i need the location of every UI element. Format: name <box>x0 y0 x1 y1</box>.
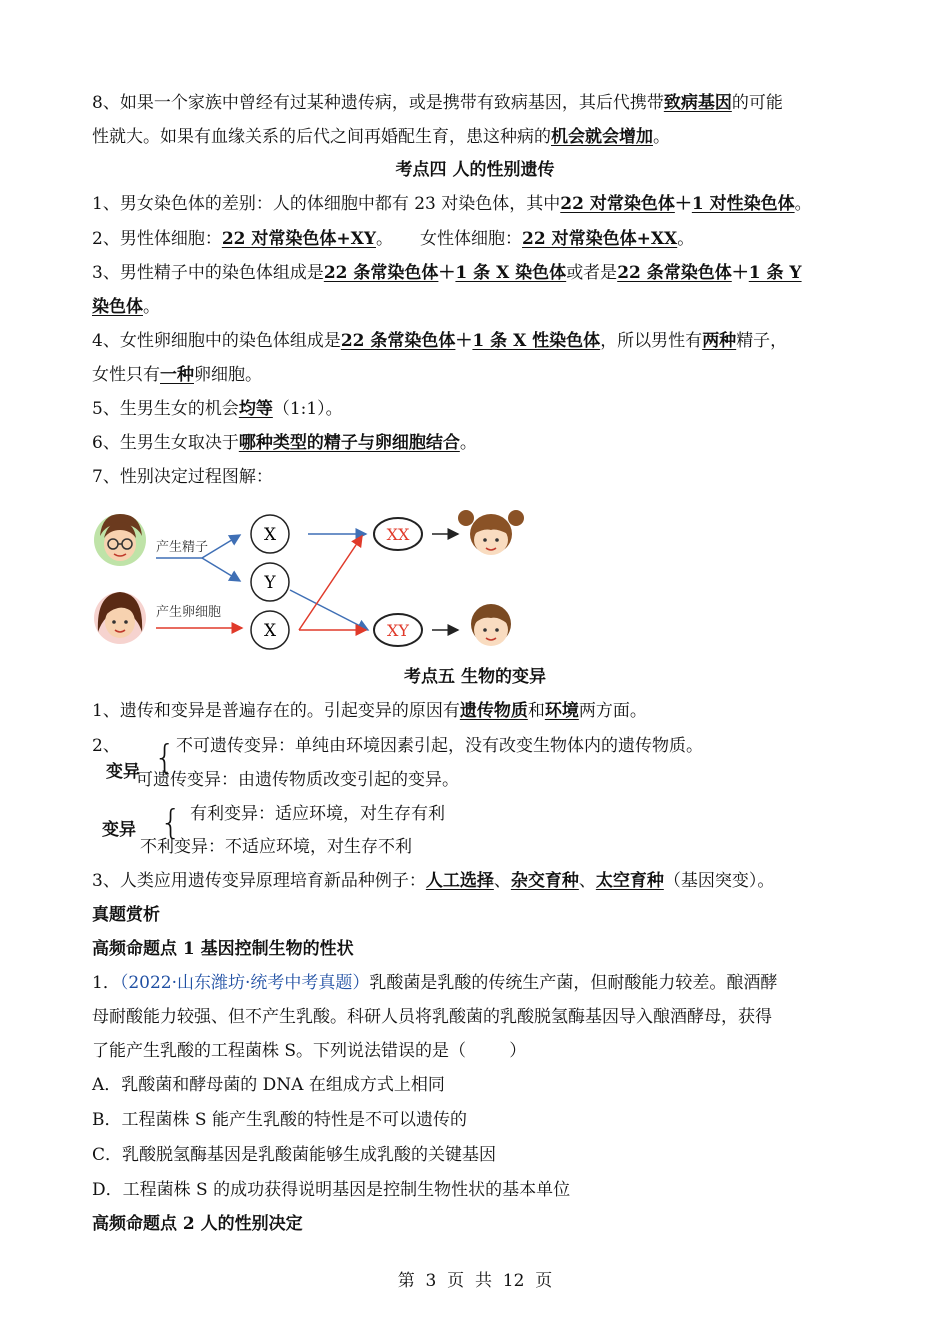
text: 女性只有 <box>92 365 160 385</box>
option-b: B．工程菌株 S 能产生乳酸的特性是不可以遗传的 <box>92 1110 467 1130</box>
keyword: 染色体 <box>92 297 143 317</box>
plus: ＋ <box>438 263 456 283</box>
text: 。 <box>677 229 695 249</box>
text: 3、人类应用遗传变异原理培育新品种例子： <box>92 871 426 891</box>
item-4-line1 <box>92 329 787 353</box>
keyword: 太空育种 <box>595 871 664 891</box>
mother-icon <box>94 592 146 644</box>
zygote-label: XX <box>386 525 410 544</box>
gamete-label: Y <box>264 573 276 593</box>
text: 乳酸菌是乳酸的传统生产菌，但耐酸能力较差。酿酒酵 <box>369 973 778 993</box>
text: 。 <box>143 297 160 317</box>
text: 1、遗传和变异是普遍存在的。引起变异的原因有 <box>92 701 460 721</box>
sperm-x-circle <box>251 515 289 553</box>
father-icon <box>94 514 146 566</box>
plus: ＋ <box>455 331 473 351</box>
brace-icon: { <box>160 803 182 843</box>
non-heritable-variation: 不可遗传变异：单纯由环境因素引起，没有改变生物体内的遗传物质。 <box>176 736 703 756</box>
text: 5、生男生女的机会 <box>92 399 239 419</box>
zygote-xy <box>374 614 422 646</box>
option-d: D．工程菌株 S 的成功获得说明基因是控制生物性状的基本单位 <box>92 1180 571 1200</box>
item-4-line2 <box>92 363 262 387</box>
keyword: 22 条常染色体 <box>323 263 439 283</box>
text: 、 <box>493 871 511 891</box>
text: 精子， <box>736 331 788 351</box>
heritable-variation: 可遗传变异：由遗传物质改变引起的变异。 <box>136 770 459 790</box>
gamete-label: X <box>263 621 277 641</box>
arrow-to-y-sperm <box>202 558 240 581</box>
question-1-line3: 了能产生乳酸的工程菌株 S。下列说法错误的是（ ） <box>92 1041 527 1061</box>
keyword: 杂交育种 <box>510 871 579 891</box>
text: 、 <box>578 871 596 891</box>
item-5 <box>92 397 343 421</box>
option-a: A．乳酸菌和酵母菌的 DNA 在组成方式上相同 <box>92 1075 445 1095</box>
text: 3、男性精子中的染色体组成是 <box>92 263 324 283</box>
text: 2、男性体细胞： <box>92 229 222 249</box>
text: 。 女性体细胞： <box>375 229 523 249</box>
keyword: 22 对常染色体+XX <box>522 229 678 249</box>
keyword: 1 条 X 性染色体 <box>472 331 601 351</box>
variation-word: 变异 <box>106 762 140 782</box>
text: 或者是 <box>566 263 618 283</box>
variation-item-2-number: 2、 <box>92 736 120 756</box>
arrow-y-sperm-to-xy <box>290 590 368 630</box>
topic-heading-1: 高频命题点 1 基因控制生物的性状 <box>92 939 354 959</box>
paragraph-8-line2 <box>92 125 670 149</box>
keyword: 哪种类型的精子与卵细胞结合 <box>238 433 460 453</box>
text: 。 <box>794 194 812 214</box>
plus: ＋ <box>731 263 749 283</box>
egg-x-circle <box>251 611 289 649</box>
zygote-label: XY <box>387 621 409 640</box>
page-footer: 第 3 页 共 12 页 <box>397 1271 553 1291</box>
keyword: 机会就会增加 <box>551 127 653 147</box>
keyword: 22 条常染色体 <box>617 263 732 283</box>
label-produce-sperm: 产生精子 <box>156 540 209 555</box>
question-1-line2: 母耐酸能力较强、但不产生乳酸。科研人员将乳酸菌的乳酸脱氢酶基因导入酿酒酵母，获得 <box>92 1007 772 1027</box>
text: 和 <box>527 701 545 721</box>
plus: ＋ <box>674 194 692 214</box>
option-c: C．乳酸脱氢酶基因是乳酸菌能够生成乳酸的关键基因 <box>92 1145 497 1165</box>
keyword: 22 条常染色体 <box>340 331 456 351</box>
item-1 <box>92 192 812 216</box>
topic-heading-2: 高频命题点 2 人的性别决定 <box>92 1214 303 1234</box>
keyword: 一种 <box>160 365 194 385</box>
sex-determination-diagram <box>92 502 532 652</box>
keyword: 环境 <box>544 701 579 721</box>
keyword: 两种 <box>702 331 737 351</box>
keyword: 1 条 Y <box>748 263 802 283</box>
keyword: 均等 <box>238 399 273 419</box>
keyword: 遗传物质 <box>459 701 528 721</box>
text: 1、男女染色体的差别：人的体细胞中都有 23 对染色体，其中 <box>92 194 561 214</box>
keyword: 致病基因 <box>663 93 732 113</box>
text: 4、女性卵细胞中的染色体组成是 <box>92 331 341 351</box>
item-3-line1 <box>92 261 802 285</box>
keyword: 22 对常染色体 <box>560 194 675 214</box>
text: 卵细胞。 <box>194 365 262 385</box>
boy-icon <box>471 604 511 646</box>
zygote-xx <box>374 518 422 550</box>
section-real-questions: 真题赏析 <box>92 905 160 925</box>
question-number: 1． <box>92 973 120 993</box>
text: 两方面。 <box>578 701 647 721</box>
paragraph-8-line1 <box>92 91 783 115</box>
section-heading-4: 考点四 人的性别遗传 <box>395 160 555 180</box>
text: 的可能 <box>731 93 783 113</box>
section-heading-5: 考点五 生物的变异 <box>404 667 546 687</box>
text: 性就大。如果有血缘关系的后代之间再婚配生育，患这种病的 <box>92 127 551 147</box>
gamete-label: X <box>263 525 277 545</box>
text: ，所以男性有 <box>600 331 703 351</box>
label-produce-egg: 产生卵细胞 <box>156 605 222 620</box>
keyword: 1 对性染色体 <box>691 194 795 214</box>
text: 8、如果一个家族中曾经有过某种遗传病，或是携带有致病基因，其后代携带 <box>92 93 664 113</box>
text: （1:1）。 <box>272 399 343 419</box>
keyword: 人工选择 <box>425 871 494 891</box>
brace-icon: { <box>154 738 176 778</box>
keyword: 22 对常染色体+XY <box>221 229 376 249</box>
question-source: （2022·山东潍坊·统考中考真题） <box>119 973 370 993</box>
text: 。 <box>459 433 477 453</box>
harmful-variation: 不利变异：不适应环境，对生存不利 <box>140 837 412 857</box>
variation-word: 变异 <box>102 820 136 840</box>
variation-item-3 <box>92 869 774 893</box>
text: 6、生男生女取决于 <box>92 433 239 453</box>
question-1-line1 <box>92 971 777 995</box>
item-6 <box>92 431 477 455</box>
item-2 <box>92 227 694 251</box>
beneficial-variation: 有利变异：适应环境，对生存有利 <box>190 804 445 824</box>
item-7: 7、性别决定过程图解： <box>92 467 273 487</box>
text: （基因突变）。 <box>663 871 775 891</box>
item-3-line2 <box>92 295 160 319</box>
arrow-x-egg-to-xx <box>299 536 362 630</box>
sperm-y-circle <box>251 563 289 601</box>
girl-icon <box>458 510 524 555</box>
text: 。 <box>653 127 670 147</box>
keyword: 1 条 X 染色体 <box>455 263 567 283</box>
variation-item-1 <box>92 699 647 723</box>
